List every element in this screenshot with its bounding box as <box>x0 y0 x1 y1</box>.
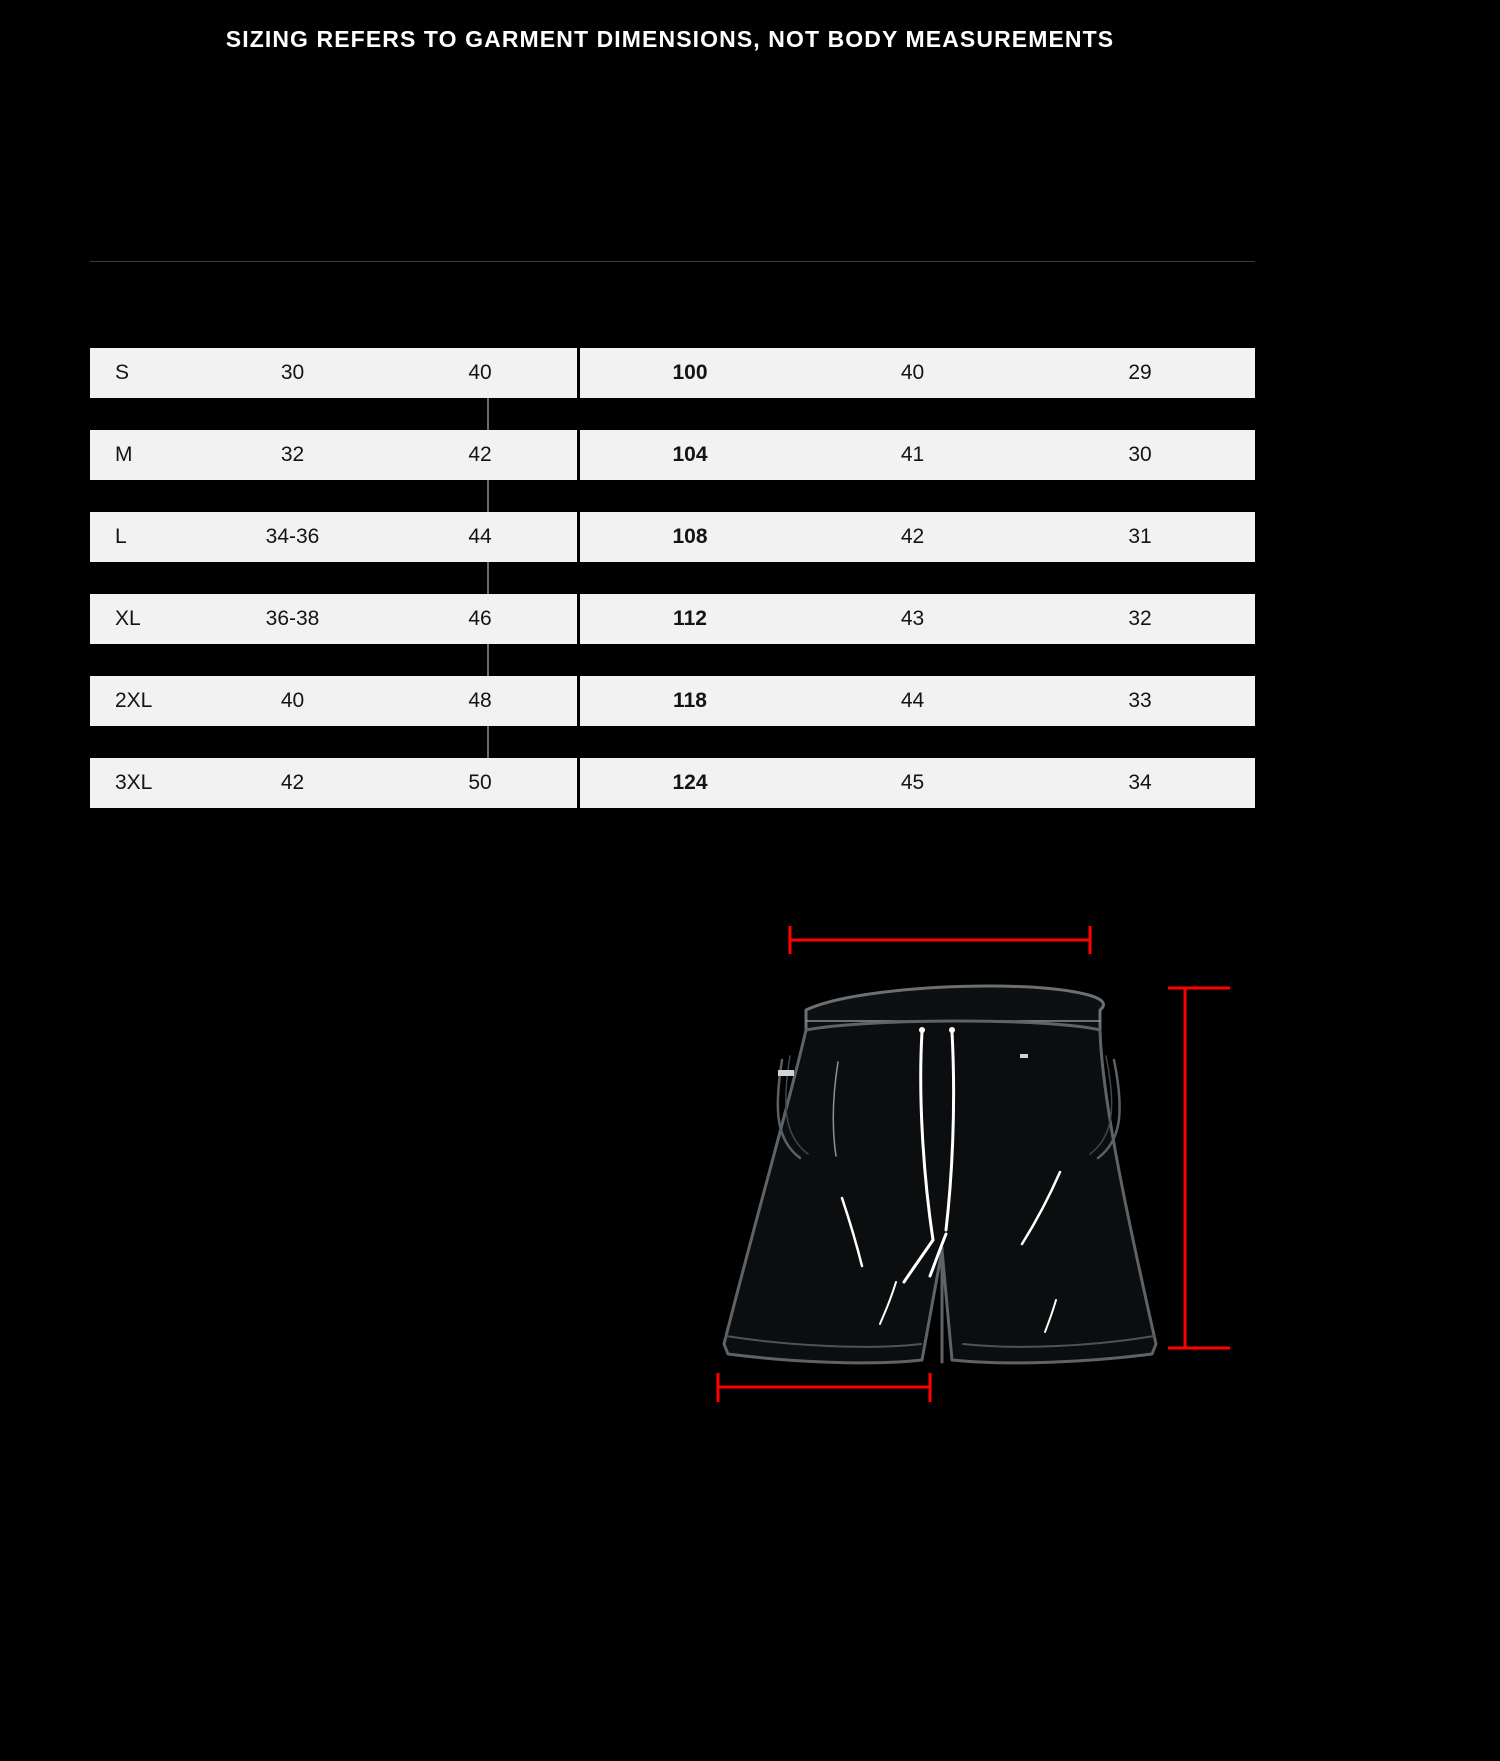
cell-inseam: 29 <box>1128 361 1152 384</box>
cell-size: S <box>115 361 130 384</box>
size-chart-table <box>90 348 1255 808</box>
total-length-measure-icon <box>1168 988 1230 1348</box>
cell-waist: 40 <box>280 689 305 712</box>
cell-hip: 42 <box>468 443 492 466</box>
row-right-group <box>580 512 1255 562</box>
table-row <box>90 430 1255 480</box>
row-left-group <box>90 594 577 644</box>
cell-hip: 44 <box>468 525 492 548</box>
cell-length: 44 <box>900 689 925 712</box>
table-row <box>90 758 1255 808</box>
cell-cm: 100 <box>672 361 708 384</box>
cell-inseam: 32 <box>1128 607 1152 630</box>
cell-cm: 104 <box>672 443 708 466</box>
cell-length: 43 <box>900 607 925 630</box>
cell-cm: 118 <box>673 689 707 712</box>
row-right-group <box>580 758 1255 808</box>
row-right-group <box>580 430 1255 480</box>
row-right-group <box>580 676 1255 726</box>
row-left-group <box>90 348 577 398</box>
cell-size: M <box>115 443 133 466</box>
cell-cm: 108 <box>672 525 708 548</box>
shorts-flat-illustration <box>724 986 1156 1363</box>
cell-inseam: 34 <box>1128 771 1152 794</box>
cell-size: L <box>115 525 127 548</box>
row-left-group <box>90 512 577 562</box>
cell-hip: 48 <box>468 689 492 712</box>
cell-inseam: 31 <box>1128 525 1152 548</box>
cell-hip: 46 <box>468 607 492 630</box>
page-title: SIZING REFERS TO GARMENT DIMENSIONS, NOT BODY MEASUREMENTS <box>225 26 1115 52</box>
cell-inseam: 33 <box>1128 689 1152 712</box>
row-left-group <box>90 758 577 808</box>
cell-length: 40 <box>900 361 925 384</box>
cell-waist: 30 <box>280 361 305 384</box>
cell-hip: 40 <box>468 361 492 384</box>
table-row <box>90 676 1255 726</box>
inseam-measure-icon <box>718 1373 930 1402</box>
garment-technical-diagram <box>690 910 1250 1440</box>
cell-size: 3XL <box>115 771 153 794</box>
cell-waist: 34-36 <box>265 525 320 548</box>
cell-hip: 50 <box>468 771 492 794</box>
cell-cm: 124 <box>672 771 708 794</box>
cell-size: XL <box>115 607 141 630</box>
table-row <box>90 594 1255 644</box>
table-row <box>90 348 1255 398</box>
cell-waist: 42 <box>280 771 305 794</box>
cell-length: 45 <box>900 771 925 794</box>
cell-length: 41 <box>900 443 925 466</box>
cell-waist: 32 <box>280 443 305 466</box>
row-right-group <box>580 594 1255 644</box>
cell-length: 42 <box>900 525 925 548</box>
cell-inseam: 30 <box>1128 443 1152 466</box>
row-left-group <box>90 676 577 726</box>
row-left-group <box>90 430 577 480</box>
waist-width-measure-icon <box>790 926 1090 954</box>
row-right-group <box>580 348 1255 398</box>
cell-cm: 112 <box>673 607 707 630</box>
header-divider <box>90 261 1255 262</box>
cell-waist: 36-38 <box>265 607 320 630</box>
table-row <box>90 512 1255 562</box>
cell-size: 2XL <box>115 689 153 712</box>
